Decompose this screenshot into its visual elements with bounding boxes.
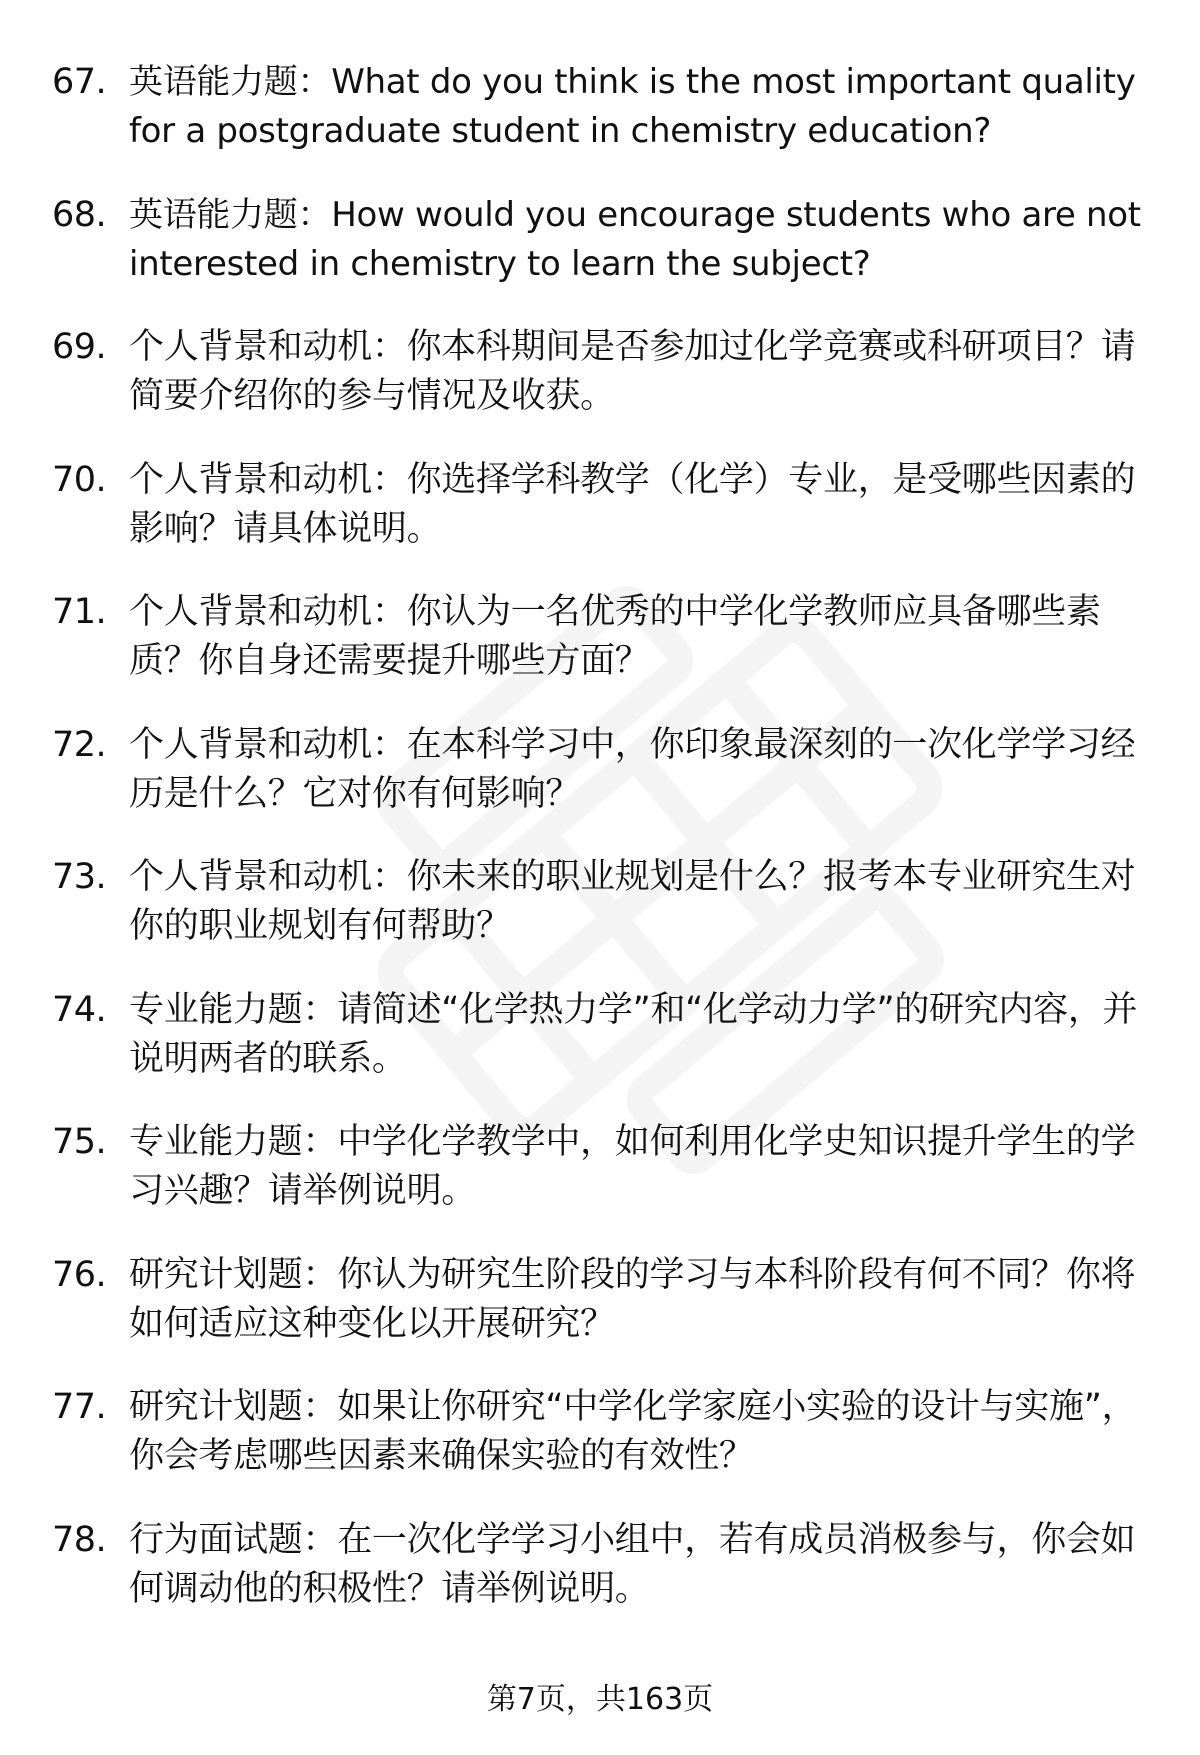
question-text: 英语能力题：What do you think is the most important quality for a postgraduate student in chemistry education? bbox=[129, 62, 1136, 151]
question-number: 75. bbox=[52, 1122, 107, 1162]
question-number: 73. bbox=[52, 857, 107, 897]
question-item bbox=[0, 853, 1200, 986]
question-item bbox=[0, 721, 1200, 854]
question-item bbox=[0, 323, 1200, 456]
question-text: 行为面试题：在一次化学学习小组中，若有成员消极参与，你会如何调动他的积极性？请举例说明。 bbox=[129, 1519, 1136, 1609]
question-number: 67. bbox=[52, 62, 107, 102]
question-text: 个人背景和动机：你认为一名优秀的中学化学教师应具备哪些素质？你自身还需要提升哪些方面？ bbox=[129, 592, 1101, 681]
question-item bbox=[0, 1251, 1200, 1384]
question-number: 76. bbox=[52, 1254, 107, 1295]
page-number-footer: 第7页，共163页 bbox=[486, 1682, 714, 1717]
question-item bbox=[0, 986, 1200, 1119]
question-text: 个人背景和动机：在本科学习中，你印象最深刻的一次化学学习经历是什么？它对你有何影响？ bbox=[129, 724, 1136, 814]
question-number: 70. bbox=[52, 459, 107, 500]
question-number: 74. bbox=[52, 989, 107, 1030]
question-text: 研究计划题：如果让你研究“中学化学家庭小实验的设计与实施”，你会考虑哪些因素来确保实验的有效性？ bbox=[129, 1387, 1137, 1476]
question-item bbox=[0, 588, 1200, 721]
question-item bbox=[0, 191, 1200, 324]
question-text: 个人背景和动机：你本科期间是否参加过化学竞赛或科研项目？请简要介绍你的参与情况及收获。 bbox=[129, 327, 1136, 416]
question-item bbox=[0, 1118, 1200, 1251]
question-number: 68. bbox=[52, 194, 107, 235]
question-text: 研究计划题：你认为研究生阶段的学习与本科阶段有何不同？你将如何适应这种变化以开展研究？ bbox=[129, 1254, 1136, 1344]
question-text: 专业能力题：中学化学教学中，如何利用化学史知识提升学生的学习兴趣？请举例说明。 bbox=[129, 1122, 1136, 1211]
question-text: 个人背景和动机：你未来的职业规划是什么？报考本专业研究生对你的职业规划有何帮助？ bbox=[129, 857, 1136, 946]
question-text: 个人背景和动机：你选择学科教学（化学）专业，是受哪些因素的影响？请具体说明。 bbox=[129, 459, 1136, 549]
question-item bbox=[0, 456, 1200, 589]
question-item bbox=[0, 58, 1200, 191]
question-number: 77. bbox=[52, 1387, 107, 1427]
question-number: 71. bbox=[52, 592, 107, 632]
question-text: 专业能力题：请简述“化学热力学”和“化学动力学”的研究内容，并说明两者的联系。 bbox=[129, 989, 1138, 1079]
question-text: 英语能力题：How would you encourage students who are not interested in chemistry to learn the subject? bbox=[129, 194, 1141, 284]
question-number: 72. bbox=[52, 724, 107, 765]
question-number: 69. bbox=[52, 327, 107, 367]
question-number: 78. bbox=[52, 1519, 107, 1560]
question-item bbox=[0, 1516, 1200, 1649]
question-list bbox=[0, 58, 1200, 1648]
question-item bbox=[0, 1383, 1200, 1516]
